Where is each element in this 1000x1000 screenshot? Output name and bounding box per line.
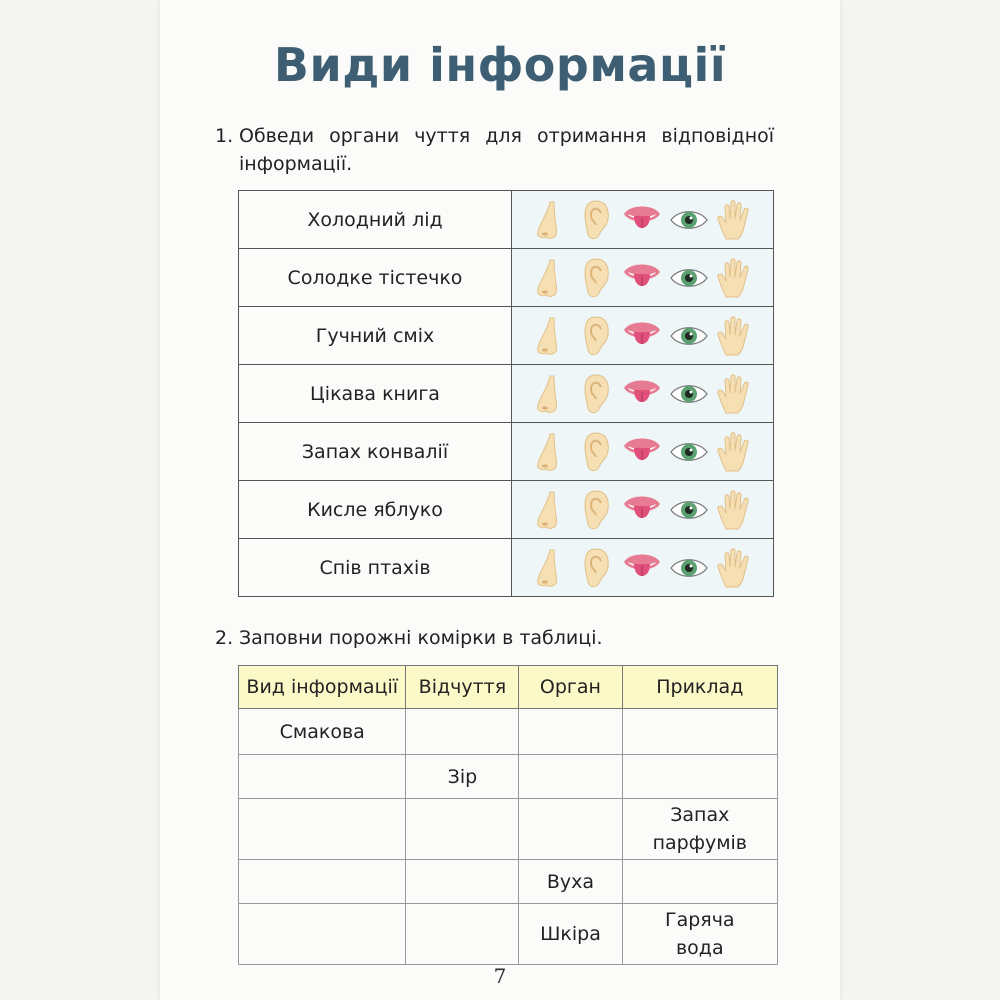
cell-sensation[interactable] bbox=[406, 709, 519, 755]
nose-icon[interactable] bbox=[528, 372, 570, 416]
cell-organ: Шкіра bbox=[519, 904, 622, 965]
eye-icon[interactable] bbox=[668, 256, 710, 300]
tongue-icon[interactable] bbox=[621, 314, 663, 358]
cell-sensation[interactable] bbox=[406, 904, 519, 965]
workbook-page bbox=[160, 0, 840, 1000]
cell-info-type[interactable] bbox=[239, 860, 406, 904]
info-types-table bbox=[238, 665, 778, 965]
cell-organ[interactable] bbox=[519, 709, 622, 755]
tongue-icon[interactable] bbox=[621, 488, 663, 532]
nose-icon[interactable] bbox=[528, 488, 570, 532]
page-number: 7 bbox=[493, 964, 507, 988]
eye-icon[interactable] bbox=[668, 488, 710, 532]
tongue-icon[interactable] bbox=[621, 198, 663, 242]
senses-row bbox=[239, 249, 774, 307]
nose-icon[interactable] bbox=[528, 314, 570, 358]
cell-sensation: Зір bbox=[406, 755, 519, 799]
cell-example[interactable] bbox=[622, 709, 777, 755]
hand-icon[interactable] bbox=[715, 488, 757, 532]
senses-row bbox=[239, 423, 774, 481]
ear-icon[interactable] bbox=[575, 488, 617, 532]
task-2-instruction bbox=[215, 624, 775, 652]
task-1-instruction bbox=[215, 122, 775, 178]
senses-row-label: Спів птахів bbox=[239, 539, 512, 597]
senses-row-label: Холодний лід bbox=[239, 191, 512, 249]
sense-icons-cell bbox=[512, 191, 774, 249]
tongue-icon[interactable] bbox=[621, 372, 663, 416]
nose-icon[interactable] bbox=[528, 546, 570, 590]
ear-icon[interactable] bbox=[575, 314, 617, 358]
ear-icon[interactable] bbox=[575, 256, 617, 300]
cell-example: Гаряча вода bbox=[622, 904, 777, 965]
cell-info-type: Смакова bbox=[239, 709, 406, 755]
header-example: Приклад bbox=[622, 666, 777, 709]
nose-icon[interactable] bbox=[528, 198, 570, 242]
senses-row-label: Кисле яблуко bbox=[239, 481, 512, 539]
eye-icon[interactable] bbox=[668, 314, 710, 358]
cell-organ[interactable] bbox=[519, 799, 622, 860]
ear-icon[interactable] bbox=[575, 546, 617, 590]
ear-icon[interactable] bbox=[575, 198, 617, 242]
cell-sensation[interactable] bbox=[406, 860, 519, 904]
senses-row bbox=[239, 481, 774, 539]
header-organ: Орган bbox=[519, 666, 622, 709]
cell-organ[interactable] bbox=[519, 755, 622, 799]
page-title: Види інформації bbox=[273, 38, 727, 92]
sense-icons-cell bbox=[512, 249, 774, 307]
table-row bbox=[239, 709, 778, 755]
cell-info-type[interactable] bbox=[239, 799, 406, 860]
table-row bbox=[239, 755, 778, 799]
table-row bbox=[239, 860, 778, 904]
eye-icon[interactable] bbox=[668, 546, 710, 590]
task-2-number: 2. bbox=[215, 627, 234, 649]
task-1-text-line2: інформації. bbox=[239, 153, 353, 175]
cell-example[interactable] bbox=[622, 755, 777, 799]
senses-row-label: Запах конвалії bbox=[239, 423, 512, 481]
senses-row-label: Цікава книга bbox=[239, 365, 512, 423]
sense-icons-cell bbox=[512, 423, 774, 481]
task-1-number: 1. bbox=[215, 125, 234, 147]
sense-icons-cell bbox=[512, 307, 774, 365]
cell-info-type[interactable] bbox=[239, 904, 406, 965]
hand-icon[interactable] bbox=[715, 314, 757, 358]
senses-row bbox=[239, 191, 774, 249]
tongue-icon[interactable] bbox=[621, 256, 663, 300]
senses-row-label: Солодке тістечко bbox=[239, 249, 512, 307]
senses-table bbox=[238, 190, 774, 597]
eye-icon[interactable] bbox=[668, 372, 710, 416]
task-1-text-line1: Обведи органи чуття для отримання відповідної bbox=[239, 125, 775, 147]
cell-organ: Вуха bbox=[519, 860, 622, 904]
table-row bbox=[239, 904, 778, 965]
eye-icon[interactable] bbox=[668, 430, 710, 474]
hand-icon[interactable] bbox=[715, 546, 757, 590]
nose-icon[interactable] bbox=[528, 430, 570, 474]
header-info-type: Вид інформації bbox=[239, 666, 406, 709]
hand-icon[interactable] bbox=[715, 198, 757, 242]
cell-info-type[interactable] bbox=[239, 755, 406, 799]
hand-icon[interactable] bbox=[715, 372, 757, 416]
table-row bbox=[239, 799, 778, 860]
eye-icon[interactable] bbox=[668, 198, 710, 242]
tongue-icon[interactable] bbox=[621, 546, 663, 590]
sense-icons-cell bbox=[512, 481, 774, 539]
tongue-icon[interactable] bbox=[621, 430, 663, 474]
senses-row bbox=[239, 539, 774, 597]
task-2-text: Заповни порожні комірки в таблиці. bbox=[239, 627, 603, 649]
nose-icon[interactable] bbox=[528, 256, 570, 300]
hand-icon[interactable] bbox=[715, 256, 757, 300]
senses-row-label: Гучний сміх bbox=[239, 307, 512, 365]
cell-example[interactable] bbox=[622, 860, 777, 904]
cell-example: Запах парфумів bbox=[622, 799, 777, 860]
ear-icon[interactable] bbox=[575, 430, 617, 474]
senses-row bbox=[239, 365, 774, 423]
hand-icon[interactable] bbox=[715, 430, 757, 474]
senses-row bbox=[239, 307, 774, 365]
sense-icons-cell bbox=[512, 539, 774, 597]
header-sensation: Відчуття bbox=[406, 666, 519, 709]
ear-icon[interactable] bbox=[575, 372, 617, 416]
cell-sensation[interactable] bbox=[406, 799, 519, 860]
sense-icons-cell bbox=[512, 365, 774, 423]
